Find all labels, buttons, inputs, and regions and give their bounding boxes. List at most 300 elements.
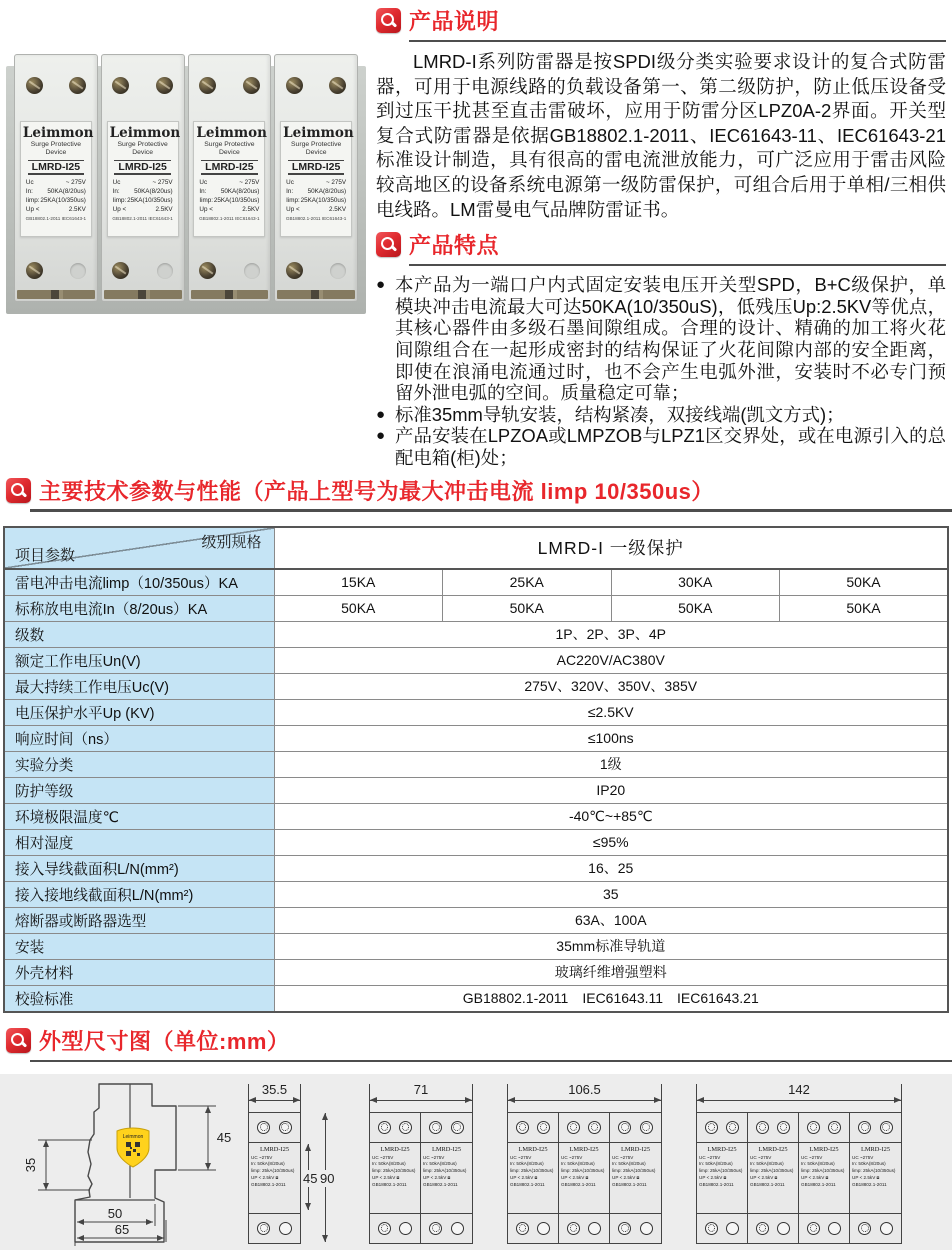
terminal-hole bbox=[640, 1222, 653, 1235]
top-terminals bbox=[697, 1113, 747, 1143]
width-dimension bbox=[248, 1082, 301, 1112]
label-line: In: 50kA(8/20us) bbox=[801, 1161, 835, 1167]
screw-terminal-icon bbox=[756, 1222, 769, 1235]
screw-terminal-icon bbox=[257, 1222, 270, 1235]
screw-terminal-icon bbox=[618, 1121, 631, 1134]
label-line: limp: 25kA(10/350us) bbox=[423, 1168, 467, 1174]
label-line: GB18802.1-2011 bbox=[561, 1182, 596, 1188]
model-number: LMRD-I25 bbox=[809, 1145, 839, 1153]
dim-label-35: 35 bbox=[23, 1157, 38, 1172]
module-label bbox=[280, 121, 352, 237]
terminal-hole bbox=[244, 263, 260, 279]
row-label: 最大持续工作电压Uc(V) bbox=[4, 673, 274, 699]
spec-value: 50KA(8/20us) bbox=[134, 187, 173, 195]
row-label: 校验标准 bbox=[4, 985, 274, 1012]
spec-line bbox=[196, 196, 262, 205]
table-row bbox=[4, 855, 948, 881]
front-view-3p bbox=[507, 1082, 662, 1244]
row-label: 额定工作电压Un(V) bbox=[4, 647, 274, 673]
screw-terminal-icon bbox=[286, 77, 303, 94]
arrow-left-icon bbox=[249, 1097, 256, 1103]
terminal-hole bbox=[70, 263, 86, 279]
spec-value: 25KA(10/350us) bbox=[213, 196, 260, 204]
spec-value: 50KA(8/20us) bbox=[47, 187, 86, 195]
arrow-right-icon bbox=[654, 1097, 661, 1103]
label-line: In: 50kA(8/20us) bbox=[510, 1161, 544, 1167]
spd-module bbox=[799, 1113, 850, 1243]
magnifier-icon bbox=[6, 478, 31, 503]
model-number: LMRD-I25 bbox=[259, 1145, 290, 1153]
section-title: 产品特点 bbox=[409, 233, 500, 259]
front-view-2p bbox=[369, 1082, 473, 1244]
row-value: 50KA bbox=[780, 569, 949, 596]
table-row bbox=[4, 959, 948, 985]
dim-line bbox=[370, 1100, 472, 1101]
spec-line bbox=[283, 187, 349, 196]
row-value: 玻璃纤维增强塑料 bbox=[274, 959, 948, 985]
label-line: In: 50kA(8/20us) bbox=[423, 1161, 457, 1167]
screw-terminal-icon bbox=[329, 77, 346, 94]
row-value: 50KA bbox=[274, 595, 443, 621]
spec-key: Up < bbox=[112, 206, 127, 213]
top-terminals bbox=[421, 1113, 472, 1143]
dim-line bbox=[508, 1100, 661, 1101]
screw-terminal-icon bbox=[618, 1222, 631, 1235]
width-dimension bbox=[507, 1082, 662, 1112]
table-row bbox=[4, 933, 948, 959]
row-label: 外壳材料 bbox=[4, 959, 274, 985]
table-row bbox=[4, 881, 948, 907]
row-label: 响应时间（ns） bbox=[4, 725, 274, 751]
label-line: GB18802.1-2011 bbox=[423, 1182, 458, 1188]
table-row bbox=[4, 751, 948, 777]
screw-terminal-icon bbox=[69, 77, 86, 94]
model-number: LMRD-I25 bbox=[620, 1145, 651, 1153]
divider bbox=[30, 509, 952, 512]
label-line: GB18802.1-2011 bbox=[510, 1182, 545, 1188]
parameters-table bbox=[3, 526, 949, 1013]
row-value: GB18802.1-2011 IEC61643.11 IEC61643.21 bbox=[274, 985, 948, 1012]
spec-key: Up < bbox=[286, 206, 300, 213]
spec-line bbox=[196, 205, 262, 214]
width-dimension bbox=[369, 1082, 473, 1112]
dim-width-label: 106.5 bbox=[568, 1081, 601, 1097]
table-row bbox=[4, 621, 948, 647]
terminal-hole bbox=[777, 1222, 790, 1235]
module-row bbox=[507, 1112, 662, 1244]
row-value: IP20 bbox=[274, 777, 948, 803]
model-number: LMRD-I25 bbox=[707, 1145, 737, 1153]
spd-module bbox=[508, 1113, 559, 1243]
spec-line bbox=[283, 178, 349, 187]
description-text: LMRD-I系列防雷器是按SPDI级分类实验要求设计的复合式防雷器，可用于电源线路的负载设备第一、第二级防护，防止低压设备受到过压干扰甚至直击雷破坏，应用于防雷分区LPZ0A-2界面。开关型复合式防雷器是依据GB18802.1-2011、IEC61643-11、IEC61643-21标准设计制造，具有很高的雷电流泄放能力，可广泛应用于雷击风险较高地区的设备系统电源第一级防雷保护，可组合后用于单相/三相供电线路。LM雷曼电气品牌防雷证书。 bbox=[376, 51, 946, 220]
spec-value: 2.5KV bbox=[68, 206, 86, 213]
table-row bbox=[4, 777, 948, 803]
table-row bbox=[4, 673, 948, 699]
screw-terminal-icon bbox=[378, 1222, 391, 1235]
spec-key: Uc bbox=[286, 178, 294, 186]
row-value: 30KA bbox=[611, 569, 780, 596]
terminal-hole bbox=[828, 1222, 841, 1235]
label-line: UC ~275V bbox=[852, 1154, 874, 1160]
row-value: 25KA bbox=[443, 569, 612, 596]
spd-module bbox=[559, 1113, 610, 1243]
row-label: 接入导线截面积L/N(mm²) bbox=[4, 855, 274, 881]
spec-key: Uc bbox=[25, 178, 34, 186]
front-view-1p bbox=[248, 1082, 335, 1244]
top-terminals bbox=[370, 1113, 420, 1143]
table-row bbox=[4, 829, 948, 855]
spd-module bbox=[697, 1113, 748, 1243]
arrow-left-icon bbox=[370, 1097, 377, 1103]
label-line: UC ~275V bbox=[561, 1154, 583, 1160]
spec-value: 2.5KV bbox=[155, 206, 173, 213]
table-row bbox=[4, 803, 948, 829]
screw-terminal-icon bbox=[567, 1121, 580, 1134]
row-value: 275V、320V、350V、385V bbox=[274, 673, 948, 699]
spec-value: 50KA(8/20us) bbox=[307, 187, 347, 195]
label-line: UP < 2.5kV ⧈ bbox=[251, 1175, 279, 1181]
brand-name: Leimmon bbox=[283, 125, 354, 141]
label-line: GB18802.1-2011 bbox=[852, 1182, 887, 1188]
label-line: UP < 2.5kV ⧈ bbox=[699, 1175, 727, 1181]
feature-item: ● 标准35mm导轨安装，结构紧凑，双接线端(凯文方式)； bbox=[376, 404, 946, 426]
row-label: 级数 bbox=[4, 621, 274, 647]
magnifier-icon bbox=[376, 8, 401, 33]
brand-name: Leimmon bbox=[196, 125, 267, 141]
top-terminals bbox=[610, 1113, 661, 1143]
table-row bbox=[4, 907, 948, 933]
table-row bbox=[4, 699, 948, 725]
row-value: 35mm标准导轨道 bbox=[274, 933, 948, 959]
row-value: 63A、100A bbox=[274, 907, 948, 933]
label-line: GB18802.1-2011 bbox=[612, 1182, 647, 1188]
dim-height-label-90: 90 bbox=[320, 1170, 335, 1186]
spec-key: Iimp: bbox=[25, 196, 40, 204]
corner-label-item: 项目参数 bbox=[15, 546, 76, 564]
spec-value: 2.5KV bbox=[328, 206, 347, 213]
model-number: LMRD-I25 bbox=[431, 1145, 462, 1153]
spec-value: ~ 275V bbox=[152, 178, 173, 186]
label-line: limp: 25kA(10/350us) bbox=[750, 1168, 794, 1174]
spec-line bbox=[283, 196, 349, 205]
screw-terminal-icon bbox=[858, 1121, 871, 1134]
brand-shield-badge bbox=[117, 1128, 149, 1167]
row-value: 35 bbox=[274, 881, 948, 907]
label-line: limp: 25kA(10/350us) bbox=[852, 1168, 896, 1174]
photo-module bbox=[101, 54, 185, 302]
features-list bbox=[376, 274, 946, 468]
spec-key: In: bbox=[286, 187, 294, 195]
bottom-terminals bbox=[370, 1214, 420, 1243]
bottom-terminals bbox=[610, 1214, 661, 1243]
screw-terminal-icon bbox=[429, 1222, 442, 1235]
dim-label-50: 50 bbox=[107, 1205, 123, 1221]
label-line: GB18802.1-2011 bbox=[251, 1182, 286, 1188]
row-value: 1P、2P、3P、4P bbox=[274, 621, 948, 647]
terminal-hole bbox=[537, 1222, 550, 1235]
label-line: limp: 25kA(10/350us) bbox=[801, 1168, 845, 1174]
arrow-right-icon bbox=[293, 1097, 300, 1103]
screw-terminal-icon bbox=[777, 1121, 790, 1134]
spd-module bbox=[748, 1113, 799, 1243]
brand-subtitle: Surge Protective Device bbox=[204, 141, 255, 156]
screw-terminal-icon bbox=[516, 1121, 529, 1134]
label-line: UC ~275V bbox=[801, 1154, 823, 1160]
table-row bbox=[4, 647, 948, 673]
bottom-terminals bbox=[559, 1214, 609, 1243]
label-line: limp: 25kA(10/350us) bbox=[372, 1168, 416, 1174]
screw-terminal-icon bbox=[858, 1222, 871, 1235]
module-label bbox=[193, 121, 265, 237]
dim-line bbox=[697, 1100, 901, 1101]
spd-module bbox=[249, 1113, 300, 1243]
spec-line bbox=[23, 205, 89, 214]
row-label: 环境极限温度℃ bbox=[4, 803, 274, 829]
label-line: limp: 25kA(10/350us) bbox=[699, 1168, 743, 1174]
screw-terminal-icon bbox=[26, 262, 43, 279]
row-value: ≤95% bbox=[274, 829, 948, 855]
bottom-terminals bbox=[850, 1214, 901, 1243]
section-title: 外型尺寸图（单位:mm） bbox=[39, 1028, 290, 1054]
model-number: LMRD-I25 bbox=[201, 160, 257, 175]
terminal-hole bbox=[451, 1222, 464, 1235]
label-line: limp: 25kA(10/350us) bbox=[510, 1168, 554, 1174]
screw-terminal-icon bbox=[243, 77, 260, 94]
terminal-hole bbox=[726, 1222, 739, 1235]
label-line: limp: 25kA(10/350us) bbox=[612, 1168, 656, 1174]
label-line: In: 50kA(8/20us) bbox=[612, 1161, 646, 1167]
divider bbox=[409, 40, 946, 42]
spec-key: Up < bbox=[199, 206, 213, 213]
row-label: 实验分类 bbox=[4, 751, 274, 777]
row-label: 熔断器或断路器选型 bbox=[4, 907, 274, 933]
section-title: 产品说明 bbox=[409, 9, 500, 34]
module-face-label bbox=[697, 1143, 747, 1214]
module-row bbox=[696, 1112, 902, 1244]
magnifier-icon bbox=[6, 1028, 31, 1053]
row-label: 防护等级 bbox=[4, 777, 274, 803]
spd-module bbox=[421, 1113, 472, 1243]
model-number: LMRD-I25 bbox=[860, 1145, 891, 1153]
screw-terminal-icon bbox=[451, 1121, 464, 1134]
screw-terminal-icon bbox=[880, 1121, 893, 1134]
row-value: -40℃~+85℃ bbox=[274, 803, 948, 829]
badge-brand-text: Leimmon bbox=[122, 1133, 144, 1140]
spd-module bbox=[850, 1113, 901, 1243]
table-row bbox=[4, 985, 948, 1012]
label-line: UC ~275V bbox=[423, 1154, 445, 1160]
table-header-row bbox=[4, 527, 948, 569]
row-value: 15KA bbox=[274, 569, 443, 596]
spec-key: Iimp: bbox=[112, 196, 127, 204]
model-number: LMRD-I25 bbox=[518, 1145, 548, 1153]
screw-terminal-icon bbox=[705, 1222, 718, 1235]
screw-terminal-icon bbox=[807, 1222, 820, 1235]
magnifier-icon bbox=[376, 232, 401, 257]
arrow-right-icon bbox=[465, 1097, 472, 1103]
spec-key: Up < bbox=[25, 206, 40, 213]
spec-value: 2.5KV bbox=[242, 206, 260, 213]
terminal-hole bbox=[279, 1222, 292, 1235]
spd-side-outline bbox=[75, 1084, 176, 1242]
terminal-hole bbox=[880, 1222, 893, 1235]
description-header bbox=[376, 5, 946, 36]
cert-line: GB18802.1-2011 IEC61643-1 bbox=[112, 216, 173, 222]
module-label bbox=[107, 121, 179, 237]
spec-key: Uc bbox=[112, 178, 121, 186]
spec-value: 50KA(8/20us) bbox=[220, 187, 260, 195]
spd-module bbox=[370, 1113, 421, 1243]
screw-terminal-icon bbox=[588, 1121, 601, 1134]
spec-value: 25KA(10/350us) bbox=[127, 196, 173, 204]
spec-line bbox=[23, 187, 89, 196]
terminal-strip bbox=[191, 290, 269, 299]
spec-line bbox=[283, 205, 349, 214]
spec-value: ~ 275V bbox=[239, 178, 260, 186]
screw-terminal-icon bbox=[199, 262, 216, 279]
spec-line bbox=[196, 187, 262, 196]
brand-subtitle: Surge Protective Device bbox=[30, 141, 81, 156]
model-number: LMRD-I25 bbox=[380, 1145, 410, 1153]
terminal-hole bbox=[157, 263, 173, 279]
screw-terminal-icon bbox=[640, 1121, 653, 1134]
divider bbox=[409, 264, 946, 266]
terminal-strip bbox=[17, 290, 95, 299]
module-row bbox=[369, 1112, 473, 1244]
screw-terminal-icon bbox=[286, 262, 303, 279]
side-profile-drawing bbox=[2, 1080, 238, 1248]
screw-terminal-icon bbox=[26, 77, 43, 94]
terminal-strip bbox=[104, 290, 182, 299]
screw-terminal-icon bbox=[756, 1121, 769, 1134]
screw-terminal-icon bbox=[199, 77, 216, 94]
product-photo-area bbox=[0, 0, 374, 469]
arrow-left-icon bbox=[508, 1097, 515, 1103]
front-view-4p bbox=[696, 1082, 902, 1244]
label-line: UP < 2.5kV ⧈ bbox=[750, 1175, 778, 1181]
bottom-terminals bbox=[508, 1214, 558, 1243]
spec-line bbox=[110, 205, 176, 214]
module-face-label bbox=[249, 1143, 300, 1214]
spec-key: Iimp: bbox=[199, 196, 214, 204]
module-face-label bbox=[559, 1143, 609, 1214]
row-value: 50KA bbox=[780, 595, 949, 621]
label-line: UP < 2.5kV ⧈ bbox=[612, 1175, 640, 1181]
photo-module bbox=[14, 54, 98, 302]
spec-value: 25KA(10/350us) bbox=[300, 196, 347, 204]
label-line: In: 50kA(8/20us) bbox=[699, 1161, 733, 1167]
label-line: UC ~275V bbox=[251, 1154, 273, 1160]
spec-key: In: bbox=[25, 187, 33, 195]
module-face-label bbox=[610, 1143, 661, 1214]
screw-terminal-icon bbox=[567, 1222, 580, 1235]
label-line: UP < 2.5kV ⧈ bbox=[423, 1175, 451, 1181]
model-number: LMRD-I25 bbox=[114, 160, 170, 175]
label-line: limp: 25kA(10/350us) bbox=[251, 1168, 295, 1174]
dimension-drawings bbox=[0, 1074, 952, 1250]
feature-item: ● 本产品为一端口户内式固定安装电压开关型SPD，B+C级保护，单模块冲击电流最大可达50KA(10/350uS)，低残压Up:2.5KV等优点，其核心器件由多级石墨间隙组成。合理的设计、精确的加工将火花间隙组合在一起形成密封的结构保证了火花间隙内部的安全距离，即使在浪涌电流通过时，也不会产生电弧外泄，安装时不必专门预留外泄电弧的空间。质量稳定可靠； bbox=[376, 274, 946, 404]
label-line: In: 50kA(8/20us) bbox=[852, 1161, 886, 1167]
terminal-strip bbox=[277, 290, 355, 299]
label-line: UC ~275V bbox=[372, 1154, 394, 1160]
module-face-label bbox=[748, 1143, 798, 1214]
brand-subtitle: Surge Protective Device bbox=[117, 141, 168, 156]
dim-label-65: 65 bbox=[114, 1221, 130, 1237]
dim-width-label: 71 bbox=[413, 1081, 429, 1097]
row-label: 接入接地线截面积L/N(mm²) bbox=[4, 881, 274, 907]
dimensions-header bbox=[6, 1025, 952, 1056]
section-title: 主要技术参数与性能（产品上型号为最大冲击电流 limp 10/350us） bbox=[39, 478, 714, 504]
row-label: 相对湿度 bbox=[4, 829, 274, 855]
screw-terminal-icon bbox=[828, 1121, 841, 1134]
spec-key: In: bbox=[112, 187, 120, 195]
table-row bbox=[4, 569, 948, 596]
spec-key: Iimp: bbox=[286, 196, 300, 204]
spec-line bbox=[110, 196, 176, 205]
row-value: AC220V/AC380V bbox=[274, 647, 948, 673]
arrow-right-icon bbox=[894, 1097, 901, 1103]
spec-line bbox=[23, 178, 89, 187]
module-face-label bbox=[508, 1143, 558, 1214]
text-column bbox=[374, 0, 952, 469]
top-terminals bbox=[799, 1113, 849, 1143]
row-label: 雷电冲击电流limp（10/350us）KA bbox=[4, 569, 274, 596]
spec-key: In: bbox=[199, 187, 207, 195]
parameters-header bbox=[6, 475, 952, 506]
module-row bbox=[248, 1112, 301, 1244]
photo-module bbox=[274, 54, 358, 302]
screw-terminal-icon bbox=[726, 1121, 739, 1134]
spec-value: 25KA(10/350us) bbox=[40, 196, 86, 204]
label-line: UP < 2.5kV ⧈ bbox=[801, 1175, 829, 1181]
table-row bbox=[4, 725, 948, 751]
top-terminals bbox=[508, 1113, 558, 1143]
top-section bbox=[0, 0, 952, 469]
row-label: 安装 bbox=[4, 933, 274, 959]
spd-module bbox=[610, 1113, 661, 1243]
row-label: 标称放电电流In（8/20us）KA bbox=[4, 595, 274, 621]
product-photo bbox=[10, 54, 362, 314]
screw-terminal-icon bbox=[279, 1121, 292, 1134]
label-line: limp: 25kA(10/350us) bbox=[561, 1168, 605, 1174]
bottom-terminals bbox=[748, 1214, 798, 1243]
photo-modules bbox=[14, 54, 358, 302]
screw-terminal-icon bbox=[399, 1121, 412, 1134]
dim-height-label-45: 45 bbox=[303, 1170, 318, 1186]
cert-line: GB18802.1-2011 IEC61643-1 bbox=[25, 216, 87, 222]
terminal-hole bbox=[330, 263, 346, 279]
bottom-terminals bbox=[421, 1214, 472, 1243]
label-line: GB18802.1-2011 bbox=[372, 1182, 407, 1188]
label-line: UC ~275V bbox=[612, 1154, 634, 1160]
terminal-hole bbox=[399, 1222, 412, 1235]
spec-key: Uc bbox=[199, 178, 208, 186]
model-number: LMRD-I25 bbox=[28, 160, 84, 175]
screw-terminal-icon bbox=[112, 262, 129, 279]
top-terminals bbox=[850, 1113, 901, 1143]
label-line: In: 50kA(8/20us) bbox=[372, 1161, 406, 1167]
screw-terminal-icon bbox=[516, 1222, 529, 1235]
row-value: 1级 bbox=[274, 751, 948, 777]
arrow-left-icon bbox=[697, 1097, 704, 1103]
front-views bbox=[248, 1080, 902, 1244]
top-terminals bbox=[748, 1113, 798, 1143]
label-line: In: 50kA(8/20us) bbox=[251, 1161, 285, 1167]
row-value: ≤100ns bbox=[274, 725, 948, 751]
bottom-terminals bbox=[799, 1214, 849, 1243]
spec-value: ~ 275V bbox=[65, 178, 86, 186]
